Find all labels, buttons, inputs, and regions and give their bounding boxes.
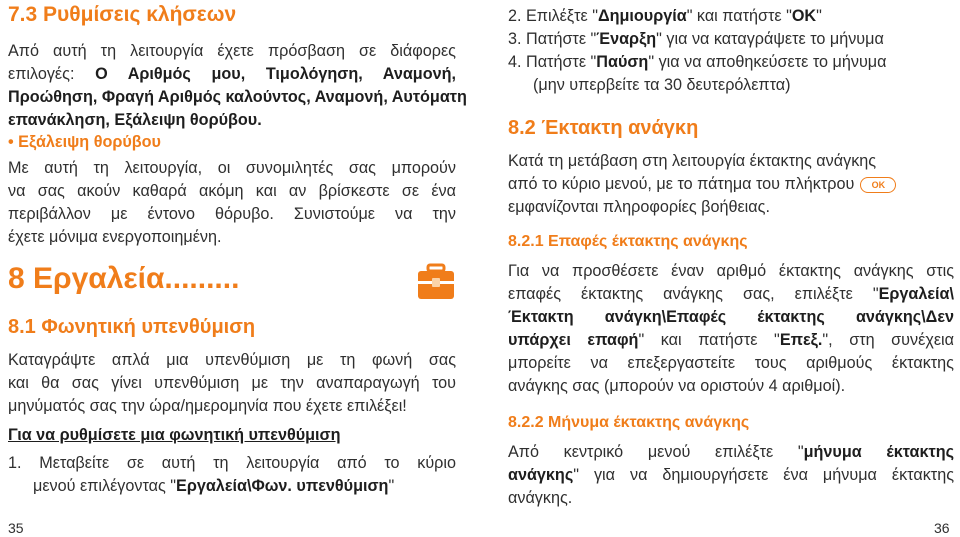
step-2-prefix: 2. Επιλέξτε " (508, 7, 598, 25)
toolbox-icon (416, 263, 456, 301)
step-1-bold: Εργαλεία\Φων. υπενθύμιση (176, 477, 389, 495)
step-1-suffix: " (388, 477, 395, 495)
message-line-1-prefix: Από κεντρικό μενού επιλέξτε " (508, 443, 804, 461)
step-3-prefix: 3. Πατήστε " (508, 30, 597, 48)
message-line-1 (508, 441, 954, 464)
contacts-line-4-bold-2: Επεξ. (779, 331, 823, 349)
bullet-dot-icon: • (8, 133, 14, 151)
bullet-heading (8, 131, 161, 154)
intro-paragraph (8, 40, 467, 132)
message-line-2-bold: ανάγκης (508, 466, 574, 484)
page-number-right: 36 (934, 520, 950, 536)
bullet-paragraph (8, 157, 456, 249)
contacts-line-2 (508, 283, 954, 306)
contacts-paragraph (508, 260, 954, 398)
step-4-prefix: 4. Πατήστε " (508, 53, 597, 71)
heading-8-2: 8.2 Έκτακτη ανάγκη (508, 117, 699, 139)
message-line-3: ανάγκης. (508, 489, 573, 507)
step-4-suffix: " για να αποθηκεύσετε το μήνυμα (648, 53, 887, 71)
emergency-line-3: εμφανίζονται πληροφορίες βοήθειας. (508, 198, 770, 216)
heading-8: 8 Εργαλεία......... (8, 262, 240, 295)
reminder-subheading-text: Για να ρυθμίσετε μια φωνητική υπενθύμιση (8, 426, 341, 444)
contacts-line-2-prefix: επαφές έκτακτης ανάγκης σας, επιλέξτε " (508, 285, 879, 303)
step-3-suffix: " για να καταγράψετε το μήνυμα (656, 30, 884, 48)
intro-line-4: επανάκληση, Εξάλειψη θορύβου. (8, 111, 262, 129)
contacts-line-4-mid: " και πατήστε " (638, 331, 780, 349)
step-1-prefix: μενού επιλέγοντας " (33, 477, 177, 495)
reminder-line-1: Καταγράψτε απλά μια υπενθύμιση με τη φωνή σας (8, 351, 456, 369)
ok-key-icon: OK (860, 177, 896, 193)
step-2-mid: " και πατήστε " (686, 7, 792, 25)
reminder-paragraph (8, 349, 456, 418)
intro-line-3: Προώθηση, Φραγή Αριθμός καλούντος, Αναμονή, Αυτόματη (8, 88, 467, 106)
step-2 (508, 5, 954, 28)
contacts-line-3: Έκτακτη ανάγκη\Επαφές έκτακτης ανάγκης\Δεν (508, 308, 954, 326)
heading-7-3: 7.3 Ρυθμίσεις κλήσεων (8, 3, 237, 26)
step-1 (8, 452, 456, 498)
contacts-line-4-suffix: ", στη συνέχεια (822, 331, 954, 349)
contacts-line-1: Για να προσθέσετε έναν αριθμό έκτακτης ανάγκης στις (508, 262, 954, 280)
step-4-bold: Παύση (596, 53, 649, 71)
step-3 (508, 28, 954, 51)
intro-line-1: Από αυτή τη λειτουργία έχετε πρόσβαση σε διάφορες (8, 42, 456, 60)
heading-8-2-1: 8.2.1 Επαφές έκτακτης ανάγκης (508, 233, 748, 250)
contacts-line-4-bold-1: υπάρχει επαφή (508, 331, 639, 349)
message-paragraph (508, 441, 954, 510)
intro-line-2-prefix: επιλογές: (8, 65, 96, 83)
emergency-line-2-text: από το κύριο μενού, με το πάτημα του πλήκτρου (508, 175, 855, 193)
intro-line-2-bold: Ο Αριθμός μου, Τιμολόγηση, Αναμονή, (95, 65, 456, 83)
intro-line-2 (8, 63, 456, 86)
heading-8-2-2: 8.2.2 Μήνυμα έκτακτης ανάγκης (508, 414, 750, 431)
message-line-2 (508, 464, 954, 487)
contacts-line-2-bold: Εργαλεία\ (878, 285, 954, 303)
step-1-line-1: 1. Μεταβείτε σε αυτή τη λειτουργία από το κύριο (8, 454, 456, 472)
contacts-line-4 (508, 329, 954, 352)
step-1-line-2 (8, 475, 456, 498)
message-line-1-bold: μήνυμα έκτακτης (803, 443, 954, 461)
contacts-line-6: ανάγκης σας (μπορούν να οριστούν 4 αριθμοί). (508, 377, 846, 395)
step-2-bold-2: OK (791, 7, 817, 25)
emergency-line-1: Κατά τη μετάβαση στη λειτουργία έκτακτης ανάγκης (508, 152, 877, 170)
contacts-line-5: μπορείτε να επεξεργαστείτε τους αριθμούς έκτακτης (508, 354, 954, 372)
step-2-suffix: " (816, 7, 822, 25)
step-3-bold: Έναρξη (596, 30, 657, 48)
bullet-line-3: περιβάλλον με έντονο θόρυβο. Συνιστούμε να την (8, 205, 456, 223)
reminder-line-2: και θα σας γίνει υπενθύμιση με την αναπαραγωγή του (8, 374, 456, 392)
bullet-line-1: Με αυτή τη λειτουργία, οι συνομιλητές σας μπορούν (8, 159, 456, 177)
emergency-line-2 (508, 173, 954, 196)
step-2-bold-1: Δημιουργία (597, 7, 687, 25)
step-4 (508, 51, 954, 74)
step-4-line-2: (μην υπερβείτε τα 30 δευτερόλεπτα) (533, 76, 791, 94)
bullet-line-2: να σας ακούν καθαρά ακόμη και αν βρίσκεστε σε ένα (8, 182, 456, 200)
heading-8-1: 8.1 Φωνητική υπενθύμιση (8, 316, 256, 338)
bullet-title: Εξάλειψη θορύβου (18, 133, 161, 151)
reminder-subheading (8, 424, 341, 447)
bullet-line-4: έχετε μόνιμα ενεργοποιημένη. (8, 228, 222, 246)
page-number-left: 35 (8, 520, 24, 536)
steps-2-4 (508, 5, 954, 97)
emergency-paragraph (508, 150, 954, 219)
reminder-line-3: μηνύματός σας την ώρα/ημερομηνία που έχετε επιλέξει! (8, 397, 407, 415)
message-line-2-suffix: " για να δημιουργήσετε ένα μήνυμα έκτακτης (573, 466, 954, 484)
